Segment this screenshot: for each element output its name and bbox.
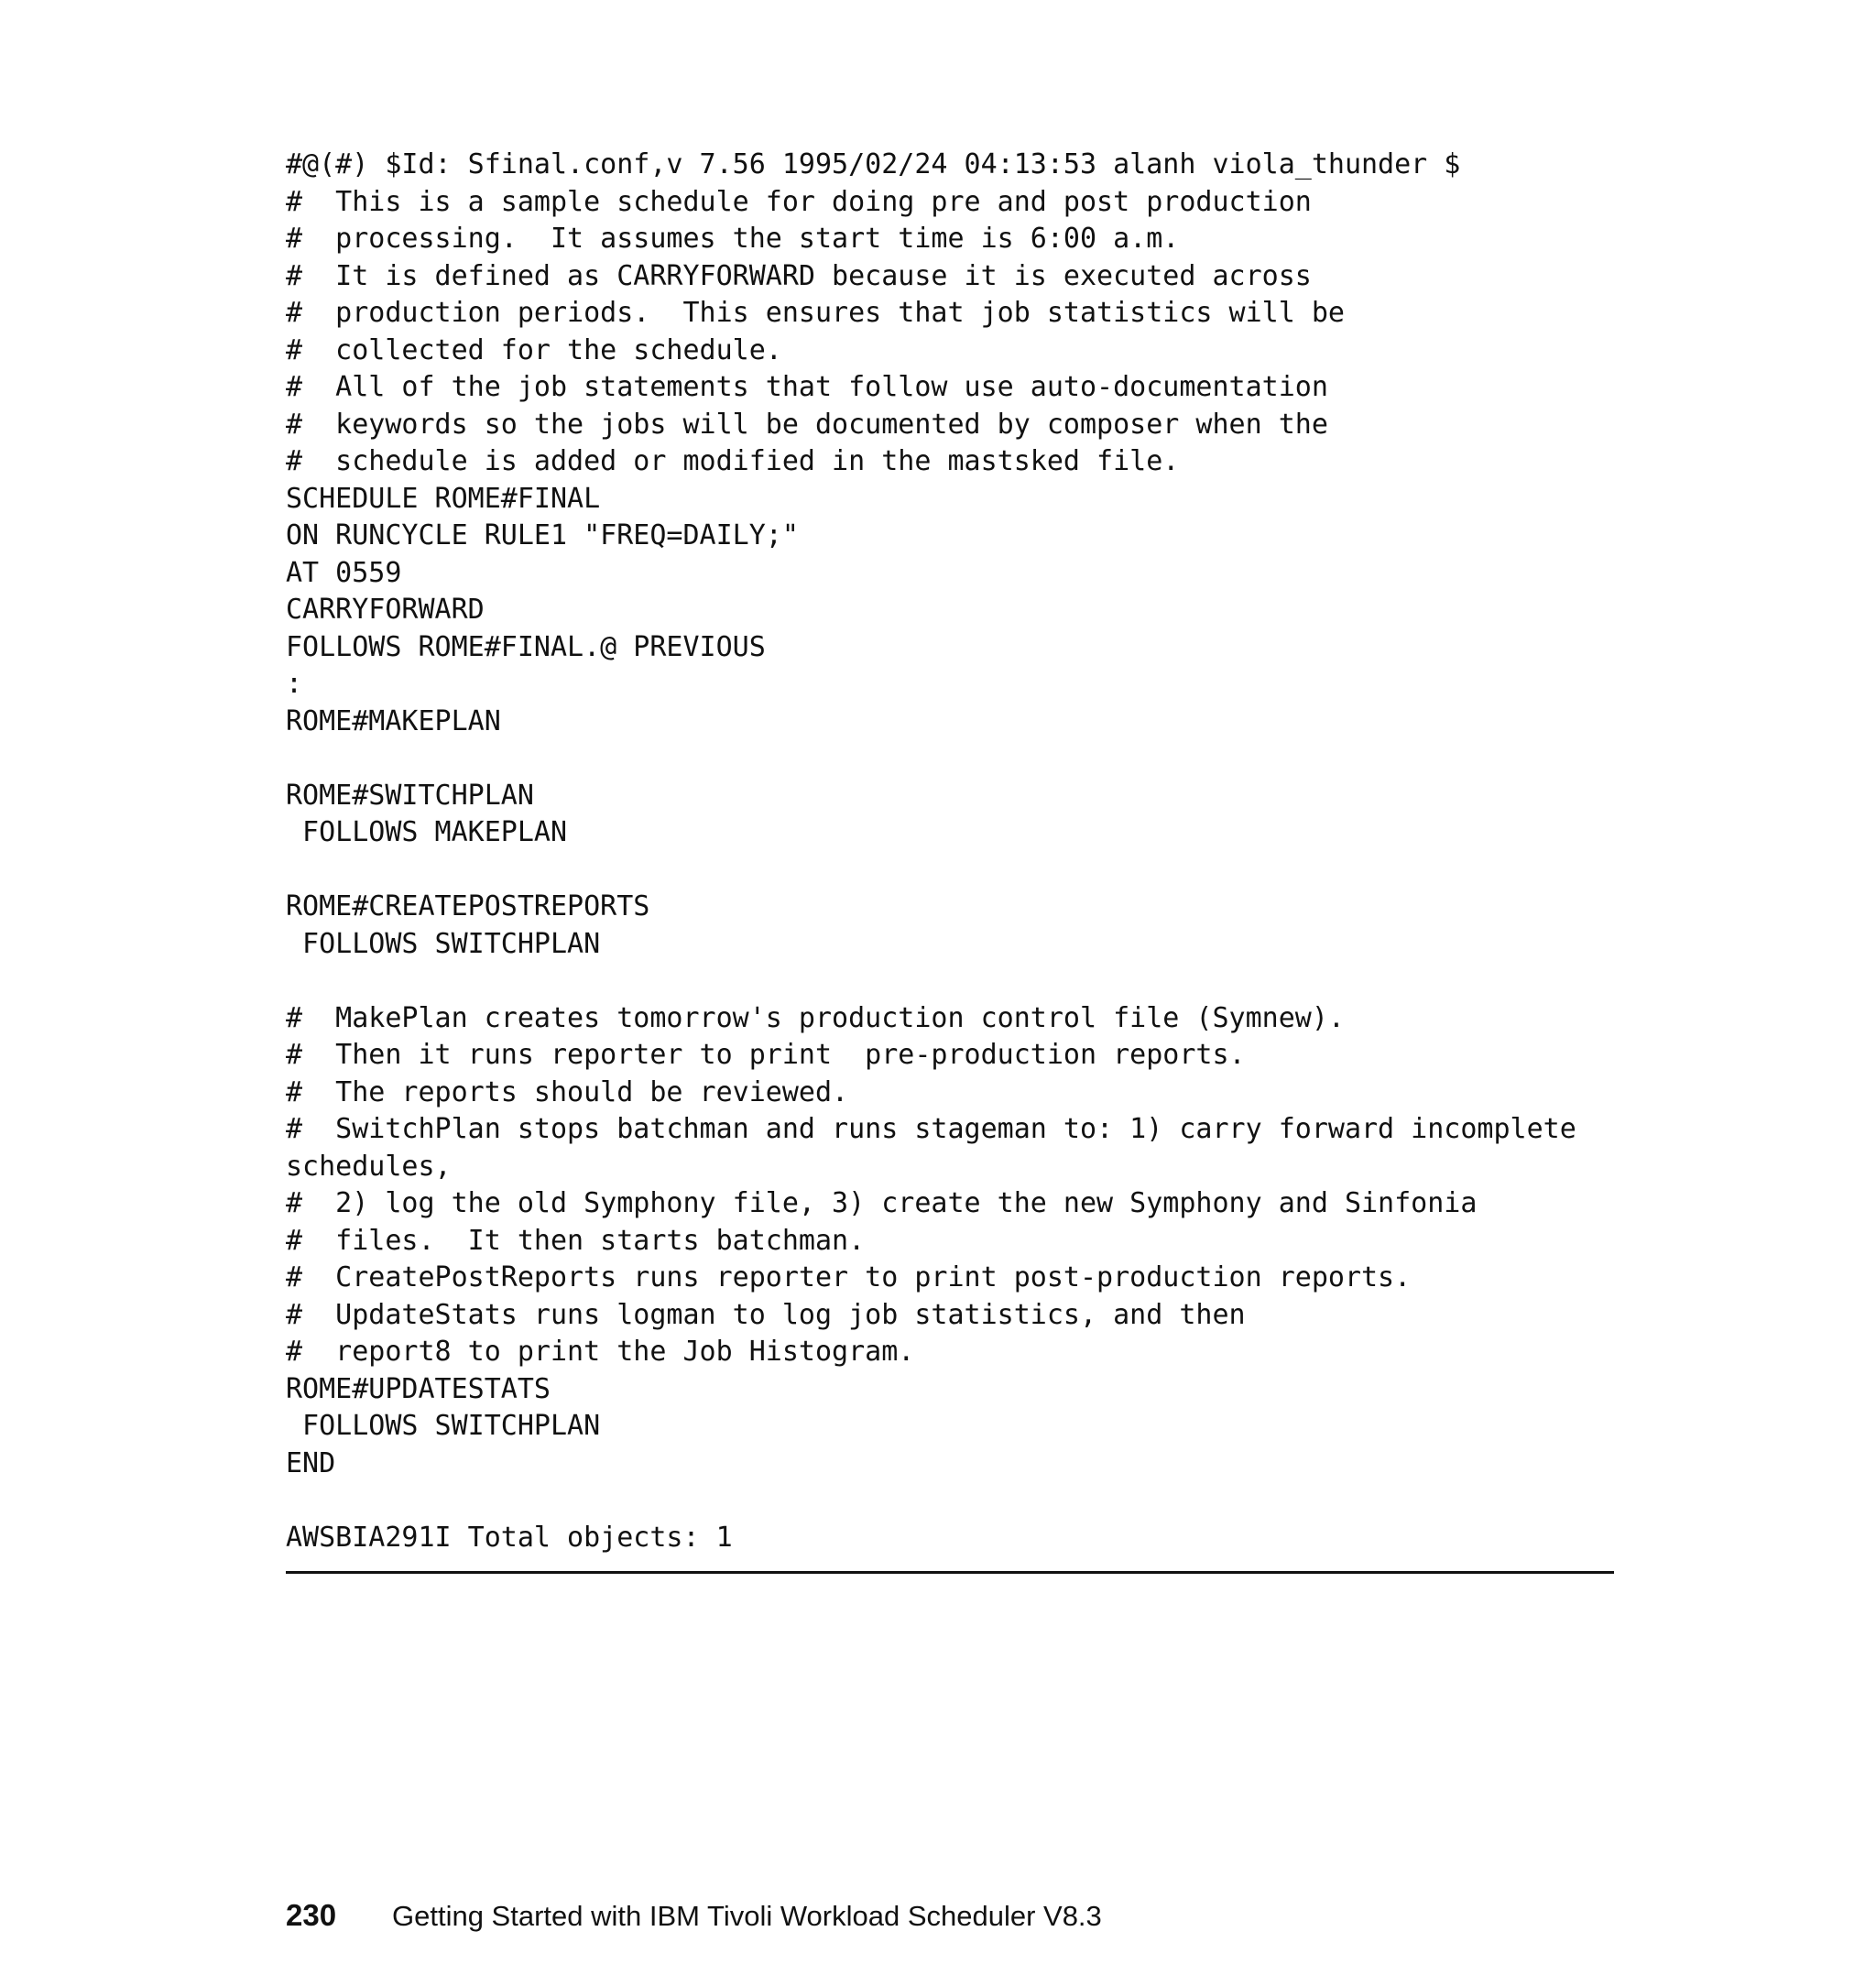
book-title: Getting Started with IBM Tivoli Workload Scheduler V8.3	[392, 1900, 1102, 1932]
code-line	[286, 740, 1614, 778]
code-line: # MakePlan creates tomorrow's production control file (Symnew).	[286, 1001, 1345, 1034]
code-line: # processing. It assumes the start time is 6:00 a.m.	[286, 223, 1180, 255]
code-line: # schedule is added or modified in the mastsked file.	[286, 445, 1180, 477]
code-line: AWSBIA291I Total objects: 1	[286, 1521, 733, 1554]
code-listing	[286, 147, 1614, 1556]
code-line: # Then it runs reporter to print pre-production reports.	[286, 1039, 1246, 1071]
code-line: SCHEDULE ROME#FINAL	[286, 482, 601, 515]
code-line: # CreatePostReports runs reporter to print post-production reports.	[286, 1261, 1412, 1293]
code-line: # SwitchPlan stops batchman and runs stageman to: 1) carry forward incomplete	[286, 1113, 1576, 1145]
code-line: ROME#MAKEPLAN	[286, 704, 501, 737]
code-line: # This is a sample schedule for doing pre and post production	[286, 185, 1312, 218]
code-line: # keywords so the jobs will be documented by composer when the	[286, 408, 1328, 441]
code-line: schedules,	[286, 1150, 452, 1183]
code-line: FOLLOWS MAKEPLAN	[286, 816, 568, 848]
code-line: # It is defined as CARRYFORWARD because it is executed across	[286, 259, 1312, 292]
code-line: FOLLOWS SWITCHPLAN	[286, 927, 601, 960]
code-line: # files. It then starts batchman.	[286, 1224, 866, 1257]
code-line: # production periods. This ensures that job statistics will be	[286, 297, 1345, 329]
code-line: AT 0559	[286, 556, 402, 589]
code-line: :	[286, 668, 303, 700]
code-line: CARRYFORWARD	[286, 594, 485, 626]
code-line: # 2) log the old Symphony file, 3) create the new Symphony and Sinfonia	[286, 1187, 1478, 1219]
code-line: ROME#SWITCHPLAN	[286, 779, 534, 812]
page-footer	[286, 1898, 1102, 1933]
code-line: ON RUNCYCLE RULE1 "FREQ=DAILY;"	[286, 519, 799, 551]
code-line: END	[286, 1446, 336, 1479]
code-line: # collected for the schedule.	[286, 333, 782, 366]
code-line: # UpdateStats runs logman to log job statistics, and then	[286, 1298, 1246, 1331]
code-line	[286, 963, 1614, 1000]
code-line: # report8 to print the Job Histogram.	[286, 1336, 915, 1368]
code-line: FOLLOWS ROME#FINAL.@ PREVIOUS	[286, 630, 766, 663]
code-line: ROME#CREATEPOSTREPORTS	[286, 890, 650, 922]
code-line: FOLLOWS SWITCHPLAN	[286, 1410, 601, 1442]
page-number: 230	[286, 1898, 337, 1932]
code-line	[286, 852, 1614, 889]
code-line: ROME#UPDATESTATS	[286, 1372, 551, 1405]
code-end-rule	[286, 1571, 1614, 1574]
code-line: # All of the job statements that follow use auto-documentation	[286, 371, 1328, 403]
code-line	[286, 1482, 1614, 1520]
code-line: # The reports should be reviewed.	[286, 1075, 849, 1108]
code-line: #@(#) $Id: Sfinal.conf,v 7.56 1995/02/24 04:13:53 alanh viola_thunder $	[286, 148, 1461, 180]
